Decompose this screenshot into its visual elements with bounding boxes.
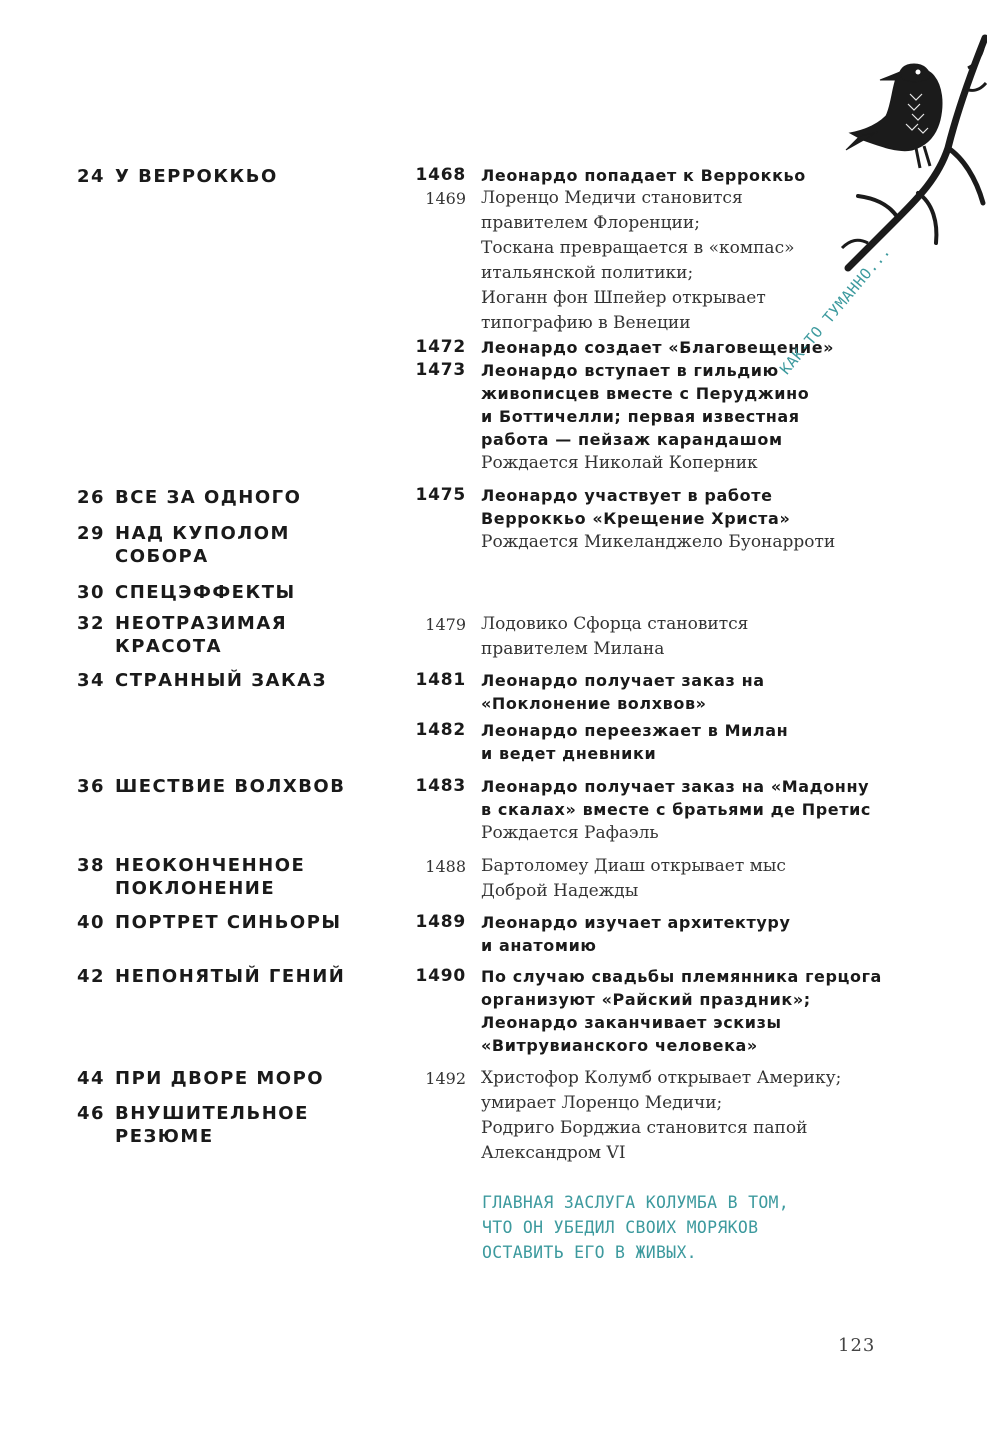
timeline-year: 1483 bbox=[415, 776, 466, 796]
timeline-year: 1489 bbox=[415, 912, 466, 932]
timeline-event-line: Лоренцо Медичи становится bbox=[481, 188, 743, 208]
chapter-entry[interactable] bbox=[77, 965, 345, 988]
chapter-title: ШЕСТВИЕ ВОЛХВОВ bbox=[115, 776, 346, 797]
chapter-title: СТРАННЫЙ ЗАКАЗ bbox=[115, 670, 327, 691]
chapter-title: ВНУШИТЕЛЬНОЕ bbox=[115, 1103, 309, 1124]
chapter-title-line-2: СОБОРА bbox=[115, 546, 209, 567]
timeline-event-line: Иоганн фон Шпейер открывает bbox=[481, 288, 766, 308]
timeline-event-line: и анатомию bbox=[481, 936, 597, 955]
chapter-page-number: 24 bbox=[77, 166, 106, 187]
chapter-title-line-2: ПОКЛОНЕНИЕ bbox=[115, 878, 276, 899]
timeline-event-line: Леонардо заканчивает эскизы bbox=[481, 1013, 782, 1032]
timeline-event-line: умирает Лоренцо Медичи; bbox=[481, 1093, 723, 1113]
chapter-title: У ВЕРРОККЬО bbox=[115, 166, 278, 187]
chapter-page-number: 42 bbox=[77, 966, 106, 987]
timeline-year: 1492 bbox=[425, 1069, 466, 1088]
timeline-event-line: Родриго Борджиа становится папой bbox=[481, 1118, 808, 1138]
chapter-page-number: 32 bbox=[77, 613, 106, 634]
timeline-event-line: итальянской политики; bbox=[481, 263, 694, 283]
chapter-title: ВСЕ ЗА ОДНОГО bbox=[115, 487, 302, 508]
chapter-page-number: 44 bbox=[77, 1068, 106, 1089]
timeline-event-line: Тоскана превращается в «компас» bbox=[481, 238, 795, 258]
handwritten-note-line: ГЛАВНАЯ ЗАСЛУГА КОЛУМБА В ТОМ, bbox=[482, 1193, 790, 1212]
chapter-page-number: 30 bbox=[77, 582, 106, 603]
timeline-event-line: Рождается Микеланджело Буонарроти bbox=[481, 532, 836, 552]
chapter-page-number: 46 bbox=[77, 1103, 106, 1124]
timeline-entry bbox=[400, 669, 900, 715]
timeline-event-line: Бартоломеу Диаш открывает мыс bbox=[481, 856, 786, 876]
handwritten-side-note: КАК-ТО ТУМАННО... bbox=[776, 242, 895, 378]
timeline-entry bbox=[400, 854, 900, 904]
timeline-event-line: «Поклонение волхвов» bbox=[481, 694, 707, 713]
chapter-title: НЕОТРАЗИМАЯ bbox=[115, 613, 288, 634]
chapter-entry[interactable] bbox=[77, 1067, 324, 1090]
timeline-year: 1468 bbox=[415, 165, 466, 185]
timeline-event-line: Леонардо участвует в работе bbox=[481, 486, 773, 505]
timeline-year: 1488 bbox=[425, 857, 466, 876]
timeline-year: 1469 bbox=[425, 189, 466, 208]
timeline-event-line: и ведет дневники bbox=[481, 744, 657, 763]
timeline-year: 1482 bbox=[415, 720, 466, 740]
chapter-entry[interactable] bbox=[77, 854, 305, 900]
timeline-event-line: «Витрувианского человека» bbox=[481, 1036, 758, 1055]
chapter-entry[interactable] bbox=[77, 911, 342, 934]
timeline-year: 1472 bbox=[415, 337, 466, 357]
timeline-event-line: Леонардо попадает к Верроккьо bbox=[481, 166, 806, 185]
timeline-year: 1481 bbox=[415, 670, 466, 690]
timeline-event-line: организуют «Райский праздник»; bbox=[481, 990, 811, 1009]
chapter-entry[interactable] bbox=[77, 775, 345, 798]
timeline-event-line: Христофор Колумб открывает Америку; bbox=[481, 1068, 842, 1088]
chapter-page-number: 34 bbox=[77, 670, 106, 691]
handwritten-note-line: ЧТО ОН УБЕДИЛ СВОИХ МОРЯКОВ bbox=[482, 1218, 759, 1237]
chapter-entry[interactable] bbox=[77, 581, 296, 604]
timeline-entry bbox=[400, 164, 900, 187]
timeline-event-line: типографию в Венеции bbox=[481, 313, 691, 333]
chapter-page-number: 29 bbox=[77, 523, 106, 544]
timeline-event-line: работа — пейзаж карандашом bbox=[481, 430, 783, 449]
chapter-entry[interactable] bbox=[77, 486, 301, 509]
timeline-event-line: в скалах» вместе с братьями де Претис bbox=[481, 800, 872, 819]
timeline-event-line: живописцев вместе с Перуджино bbox=[481, 384, 810, 403]
timeline-event-line: Леонардо создает «Благовещение» bbox=[481, 338, 835, 357]
chapter-entry[interactable] bbox=[77, 165, 278, 188]
chapter-entry[interactable] bbox=[77, 1102, 309, 1148]
chapter-page-number: 26 bbox=[77, 487, 106, 508]
timeline-year: 1479 bbox=[425, 615, 466, 634]
page-number: 123 bbox=[838, 1335, 876, 1356]
timeline-event-line: и Боттичелли; первая известная bbox=[481, 407, 800, 426]
chapter-title: ПОРТРЕТ СИНЬОРЫ bbox=[115, 912, 342, 933]
timeline-event-line: По случаю свадьбы племянника герцога bbox=[481, 967, 882, 986]
timeline-entry bbox=[400, 612, 900, 662]
timeline-year: 1490 bbox=[415, 966, 466, 986]
timeline-event-line: Доброй Надежды bbox=[481, 881, 639, 901]
timeline-entry bbox=[400, 965, 900, 1057]
chapter-entry[interactable] bbox=[77, 522, 290, 568]
handwritten-note-line: ОСТАВИТЬ ЕГО В ЖИВЫХ. bbox=[482, 1243, 697, 1262]
timeline-year: 1473 bbox=[415, 360, 466, 380]
chapter-page-number: 36 bbox=[77, 776, 106, 797]
timeline-entry bbox=[400, 1066, 900, 1166]
timeline-entry bbox=[400, 911, 900, 957]
chapter-title: НЕПОНЯТЫЙ ГЕНИЙ bbox=[115, 966, 346, 987]
handwritten-bottom-note bbox=[482, 1190, 789, 1265]
timeline-event-line: правителем Милана bbox=[481, 639, 665, 659]
timeline-year: 1475 bbox=[415, 485, 466, 505]
timeline-event-line: Рождается Николай Коперник bbox=[481, 453, 758, 473]
chapter-entry[interactable] bbox=[77, 669, 327, 692]
chapter-page-number: 40 bbox=[77, 912, 106, 933]
timeline-event-line: Леонардо получает заказ на «Мадонну bbox=[481, 777, 870, 796]
timeline-entry bbox=[400, 359, 900, 476]
chapter-title: СПЕЦЭФФЕКТЫ bbox=[115, 582, 296, 603]
timeline-event-line: правителем Флоренции; bbox=[481, 213, 700, 233]
timeline-entry bbox=[400, 775, 900, 846]
timeline-event-line: Леонардо вступает в гильдию bbox=[481, 361, 779, 380]
chapter-entry[interactable] bbox=[77, 612, 287, 658]
chapter-title: НАД КУПОЛОМ bbox=[115, 523, 290, 544]
chapter-title-line-2: КРАСОТА bbox=[115, 636, 223, 657]
timeline-event-line: Рождается Рафаэль bbox=[481, 823, 659, 843]
timeline-entry bbox=[400, 484, 900, 555]
chapter-page-number: 38 bbox=[77, 855, 106, 876]
timeline-event-line: Леонардо переезжает в Милан bbox=[481, 721, 789, 740]
timeline-event-line: Леонардо изучает архитектуру bbox=[481, 913, 791, 932]
timeline-event-line: Лодовико Сфорца становится bbox=[481, 614, 749, 634]
timeline-event-line: Верроккьо «Крещение Христа» bbox=[481, 509, 791, 528]
chapter-title-line-2: РЕЗЮМЕ bbox=[115, 1126, 214, 1147]
chapter-title: НЕОКОНЧЕННОЕ bbox=[115, 855, 306, 876]
timeline-entry bbox=[400, 719, 900, 765]
timeline-event-line: Александром VI bbox=[481, 1143, 626, 1163]
chapter-title: ПРИ ДВОРЕ МОРО bbox=[115, 1068, 325, 1089]
timeline-entry bbox=[400, 336, 900, 359]
timeline-event-line: Леонардо получает заказ на bbox=[481, 671, 765, 690]
